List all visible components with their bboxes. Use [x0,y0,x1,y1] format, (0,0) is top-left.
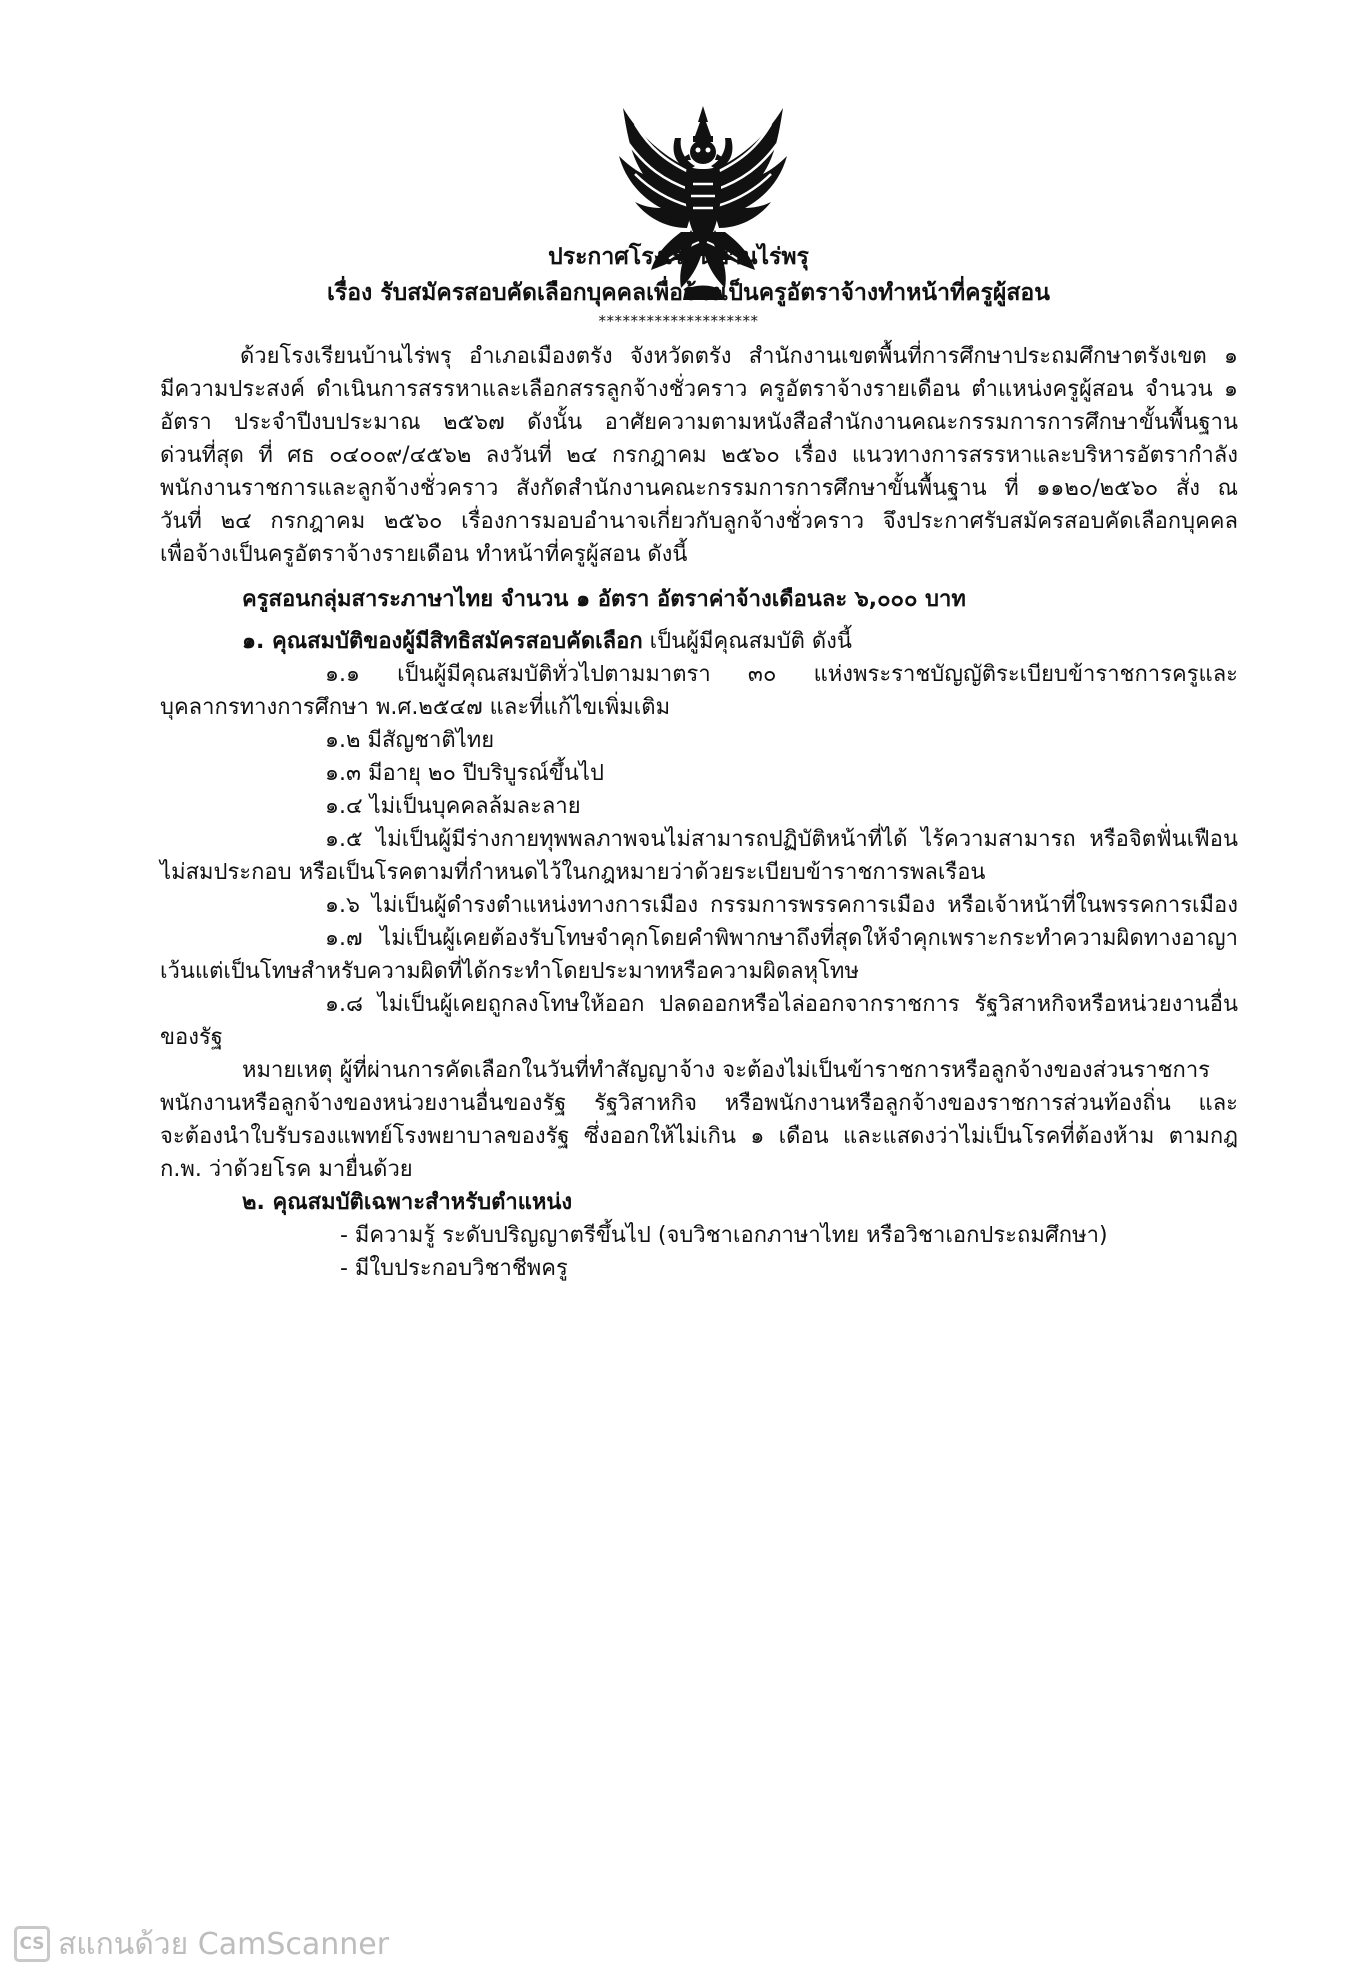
section1-heading [242,627,1320,657]
garuda-emblem-icon [605,104,801,304]
section1-item: ของรัฐ [160,1025,223,1050]
section2-item: - มีความรู้ ระดับปริญญาตรีขึ้นไป (จบวิชาเอกภาษาไทย หรือวิชาเอกประถมศึกษา) [340,1223,1108,1248]
section1-item: ๑.๔ ไม่เป็นบุคคลล้มละลาย [325,794,581,819]
position-line: ครูสอนกลุ่มสาระภาษาไทย จำนวน ๑ อัตรา อัตราค่าจ้างเดือนละ ๖,๐๐๐ บาท [242,587,966,612]
section1-item: ๑.๒ มีสัญชาติไทย [325,728,495,753]
camscanner-text: สแกนด้วย CamScanner [58,1926,390,1962]
intro-line: เพื่อจ้างเป็นครูอัตราจ้างรายเดือน ทำหน้าที่ครูผู้สอน ดังนี้ [160,542,688,567]
section2-item: - มีใบประกอบวิชาชีพครู [340,1256,568,1281]
remark-line: พนักงานหรือลูกจ้างของหน่วยงานอื่นของรัฐ รัฐวิสาหกิจ หรือพนักงานหรือลูกจ้างของราชการส่วนท้องถิ่น และ [160,1091,1238,1116]
section1-item: ๑.๘ ไม่เป็นผู้เคยถูกลงโทษให้ออก ปลดออกหรือไล่ออกจากราชการ รัฐวิสาหกิจหรือหน่วยงานอื่น [325,992,1238,1017]
section1-item: ๑.๑ เป็นผู้มีคุณสมบัติทั่วไปตามมาตรา ๓๐ แห่งพระราชบัญญัติระเบียบข้าราชการครูและ [325,662,1238,687]
intro-line: วันที่ ๒๔ กรกฎาคม ๒๕๖๐ เรื่องการมอบอำนาจเกี่ยวกับลูกจ้างชั่วคราว จึงประกาศรับสมัครสอบคัดเลือกบุคคล [160,509,1238,534]
section1-item: เว้นแต่เป็นโทษสำหรับความผิดที่ได้กระทำโดยประมาทหรือความผิดลหุโทษ [160,959,859,984]
section1-heading-text: ๑. คุณสมบัติของผู้มีสิทธิสมัครสอบคัดเลือก [242,629,643,654]
section1-item: บุคลากรทางการศึกษา พ.ศ.๒๕๔๗ และที่แก้ไขเพิ่มเติม [160,695,671,720]
document-subject: เรื่อง รับสมัครสอบคัดเลือกบุคคลเพื่อจ้างเป็นครูอัตราจ้างทำหน้าที่ครูผู้สอน [327,280,1050,306]
section1-heading-tail: เป็นผู้มีคุณสมบัติ ดังนี้ [642,629,852,654]
section2-heading: ๒. คุณสมบัติเฉพาะสำหรับตำแหน่ง [242,1190,573,1215]
camscanner-watermark [14,1924,389,1964]
intro-line: อัตรา ประจำปีงบประมาณ ๒๕๖๗ ดังนั้น อาศัยความตามหนังสือสำนักงานคณะกรรมการการศึกษาขั้นพื้นฐาน [160,410,1238,435]
document-title: ประกาศโรงเรียนบ้านไร่พรุ [548,244,809,270]
remark-line: จะต้องนำใบรับรองแพทย์โรงพยาบาลของรัฐ ซึ่งออกให้ไม่เกิน ๑ เดือน และแสดงว่าไม่เป็นโรคที่ต้องห้าม ตามกฎ [160,1124,1238,1149]
remark-line: ก.พ. ว่าด้วยโรค มายื่นด้วย [160,1157,413,1182]
remark-line: หมายเหตุ ผู้ที่ผ่านการคัดเลือกในวันที่ทำสัญญาจ้าง จะต้องไม่เป็นข้าราชการหรือลูกจ้างของส่วนราชการ [242,1058,1210,1083]
section1-item: ๑.๕ ไม่เป็นผู้มีร่างกายทุพพลภาพจนไม่สามารถปฏิบัติหน้าที่ได้ ไร้ความสามารถ หรือจิตฟั่นเฟือน [325,827,1238,852]
intro-line: ด่วนที่สุด ที่ ศธ ๐๔๐๐๙/๔๕๖๒ ลงวันที่ ๒๔ กรกฎาคม ๒๕๖๐ เรื่อง แนวทางการสรรหาและบริหารอัตรากำลัง [160,443,1238,468]
section1-item: ไม่สมประกอบ หรือเป็นโรคตามที่กำหนดไว้ในกฎหมายว่าด้วยระเบียบข้าราชการพลเรือน [160,860,986,885]
intro-line: พนักงานราชการและลูกจ้างชั่วคราว สังกัดสำนักงานคณะกรรมการการศึกษาขั้นพื้นฐาน ที่ ๑๑๒๐/๒๕๖๐ สั่ง ณ [160,476,1238,501]
section1-item: ๑.๓ มีอายุ ๒๐ ปีบริบูรณ์ขึ้นไป [325,761,604,786]
camscanner-logo-icon: CS [14,1926,50,1962]
section1-item: ๑.๗ ไม่เป็นผู้เคยต้องรับโทษจำคุกโดยคำพิพากษาถึงที่สุดให้จำคุกเพราะกระทำความผิดทางอาญา [325,926,1238,951]
section1-item: ๑.๖ ไม่เป็นผู้ดำรงตำแหน่งทางการเมือง กรรมการพรรคการเมือง หรือเจ้าหน้าที่ในพรรคการเมือง [325,893,1238,918]
title-separator: ******************** [598,312,759,330]
intro-line: มีความประสงค์ ดำเนินการสรรหาและเลือกสรรลูกจ้างชั่วคราว ครูอัตราจ้างรายเดือน ตำแหน่งครูผู้สอน จำนวน ๑ [160,377,1238,402]
intro-line: ด้วยโรงเรียนบ้านไร่พรุ อำเภอเมืองตรัง จังหวัดตรัง สำนักงานเขตพื้นที่การศึกษาประถมศึกษาตรังเขต ๑ [240,344,1238,369]
